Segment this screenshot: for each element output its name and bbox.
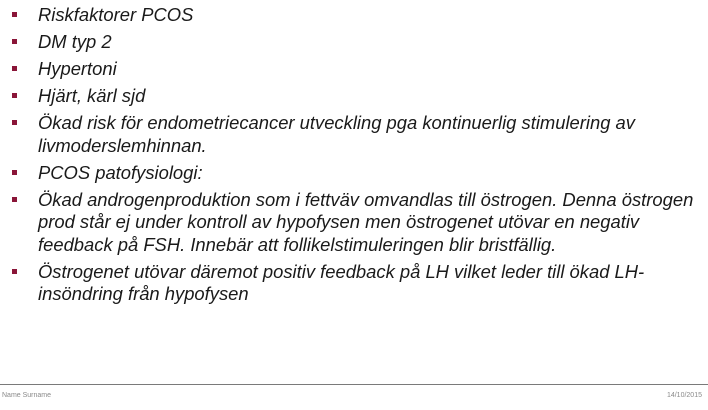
bullet-text: Östrogenet utövar däremot positiv feedback på LH vilket leder till ökad LH-insöndring från hypofysen	[38, 260, 645, 304]
square-bullet-icon	[12, 170, 17, 175]
bullet-item	[10, 58, 700, 81]
footer-divider	[0, 384, 708, 385]
bullet-item	[10, 85, 700, 108]
bullet-item	[10, 162, 700, 185]
bullet-item	[10, 189, 700, 257]
square-bullet-icon	[12, 269, 17, 274]
footer-date: 14/10/2015	[666, 392, 702, 399]
square-bullet-icon	[12, 120, 17, 125]
footer-author: Name Surname	[2, 392, 52, 399]
bullet-text: Ökad androgenproduktion som i fettväv omvandlas till östrogen. Denna östrogen prod står ej under kontroll av hypofysen men östrogenet utövar en negativ feedback på FSH. Innebär att follikelstimuleringen blir bristfällig.	[38, 188, 694, 255]
square-bullet-icon	[12, 66, 17, 71]
square-bullet-icon	[12, 93, 17, 98]
square-bullet-icon	[12, 39, 17, 44]
bullet-text: Hypertoni	[38, 58, 117, 79]
bullet-text: Riskfaktorer PCOS	[38, 4, 194, 25]
bullet-item	[10, 112, 700, 157]
bullet-item	[10, 31, 700, 54]
bullet-text: Hjärt, kärl sjd	[38, 85, 146, 106]
bullet-item	[10, 261, 700, 306]
bullet-text: PCOS patofysiologi:	[38, 161, 203, 183]
bullet-text: Ökad risk för endometriecancer utveckling pga kontinuerlig stimulering av livmoderslemhinnan.	[38, 112, 635, 156]
bullet-item	[10, 4, 700, 27]
bullet-list	[10, 4, 700, 310]
bullet-text: DM typ 2	[38, 31, 112, 52]
square-bullet-icon	[12, 197, 17, 202]
square-bullet-icon	[12, 12, 17, 17]
